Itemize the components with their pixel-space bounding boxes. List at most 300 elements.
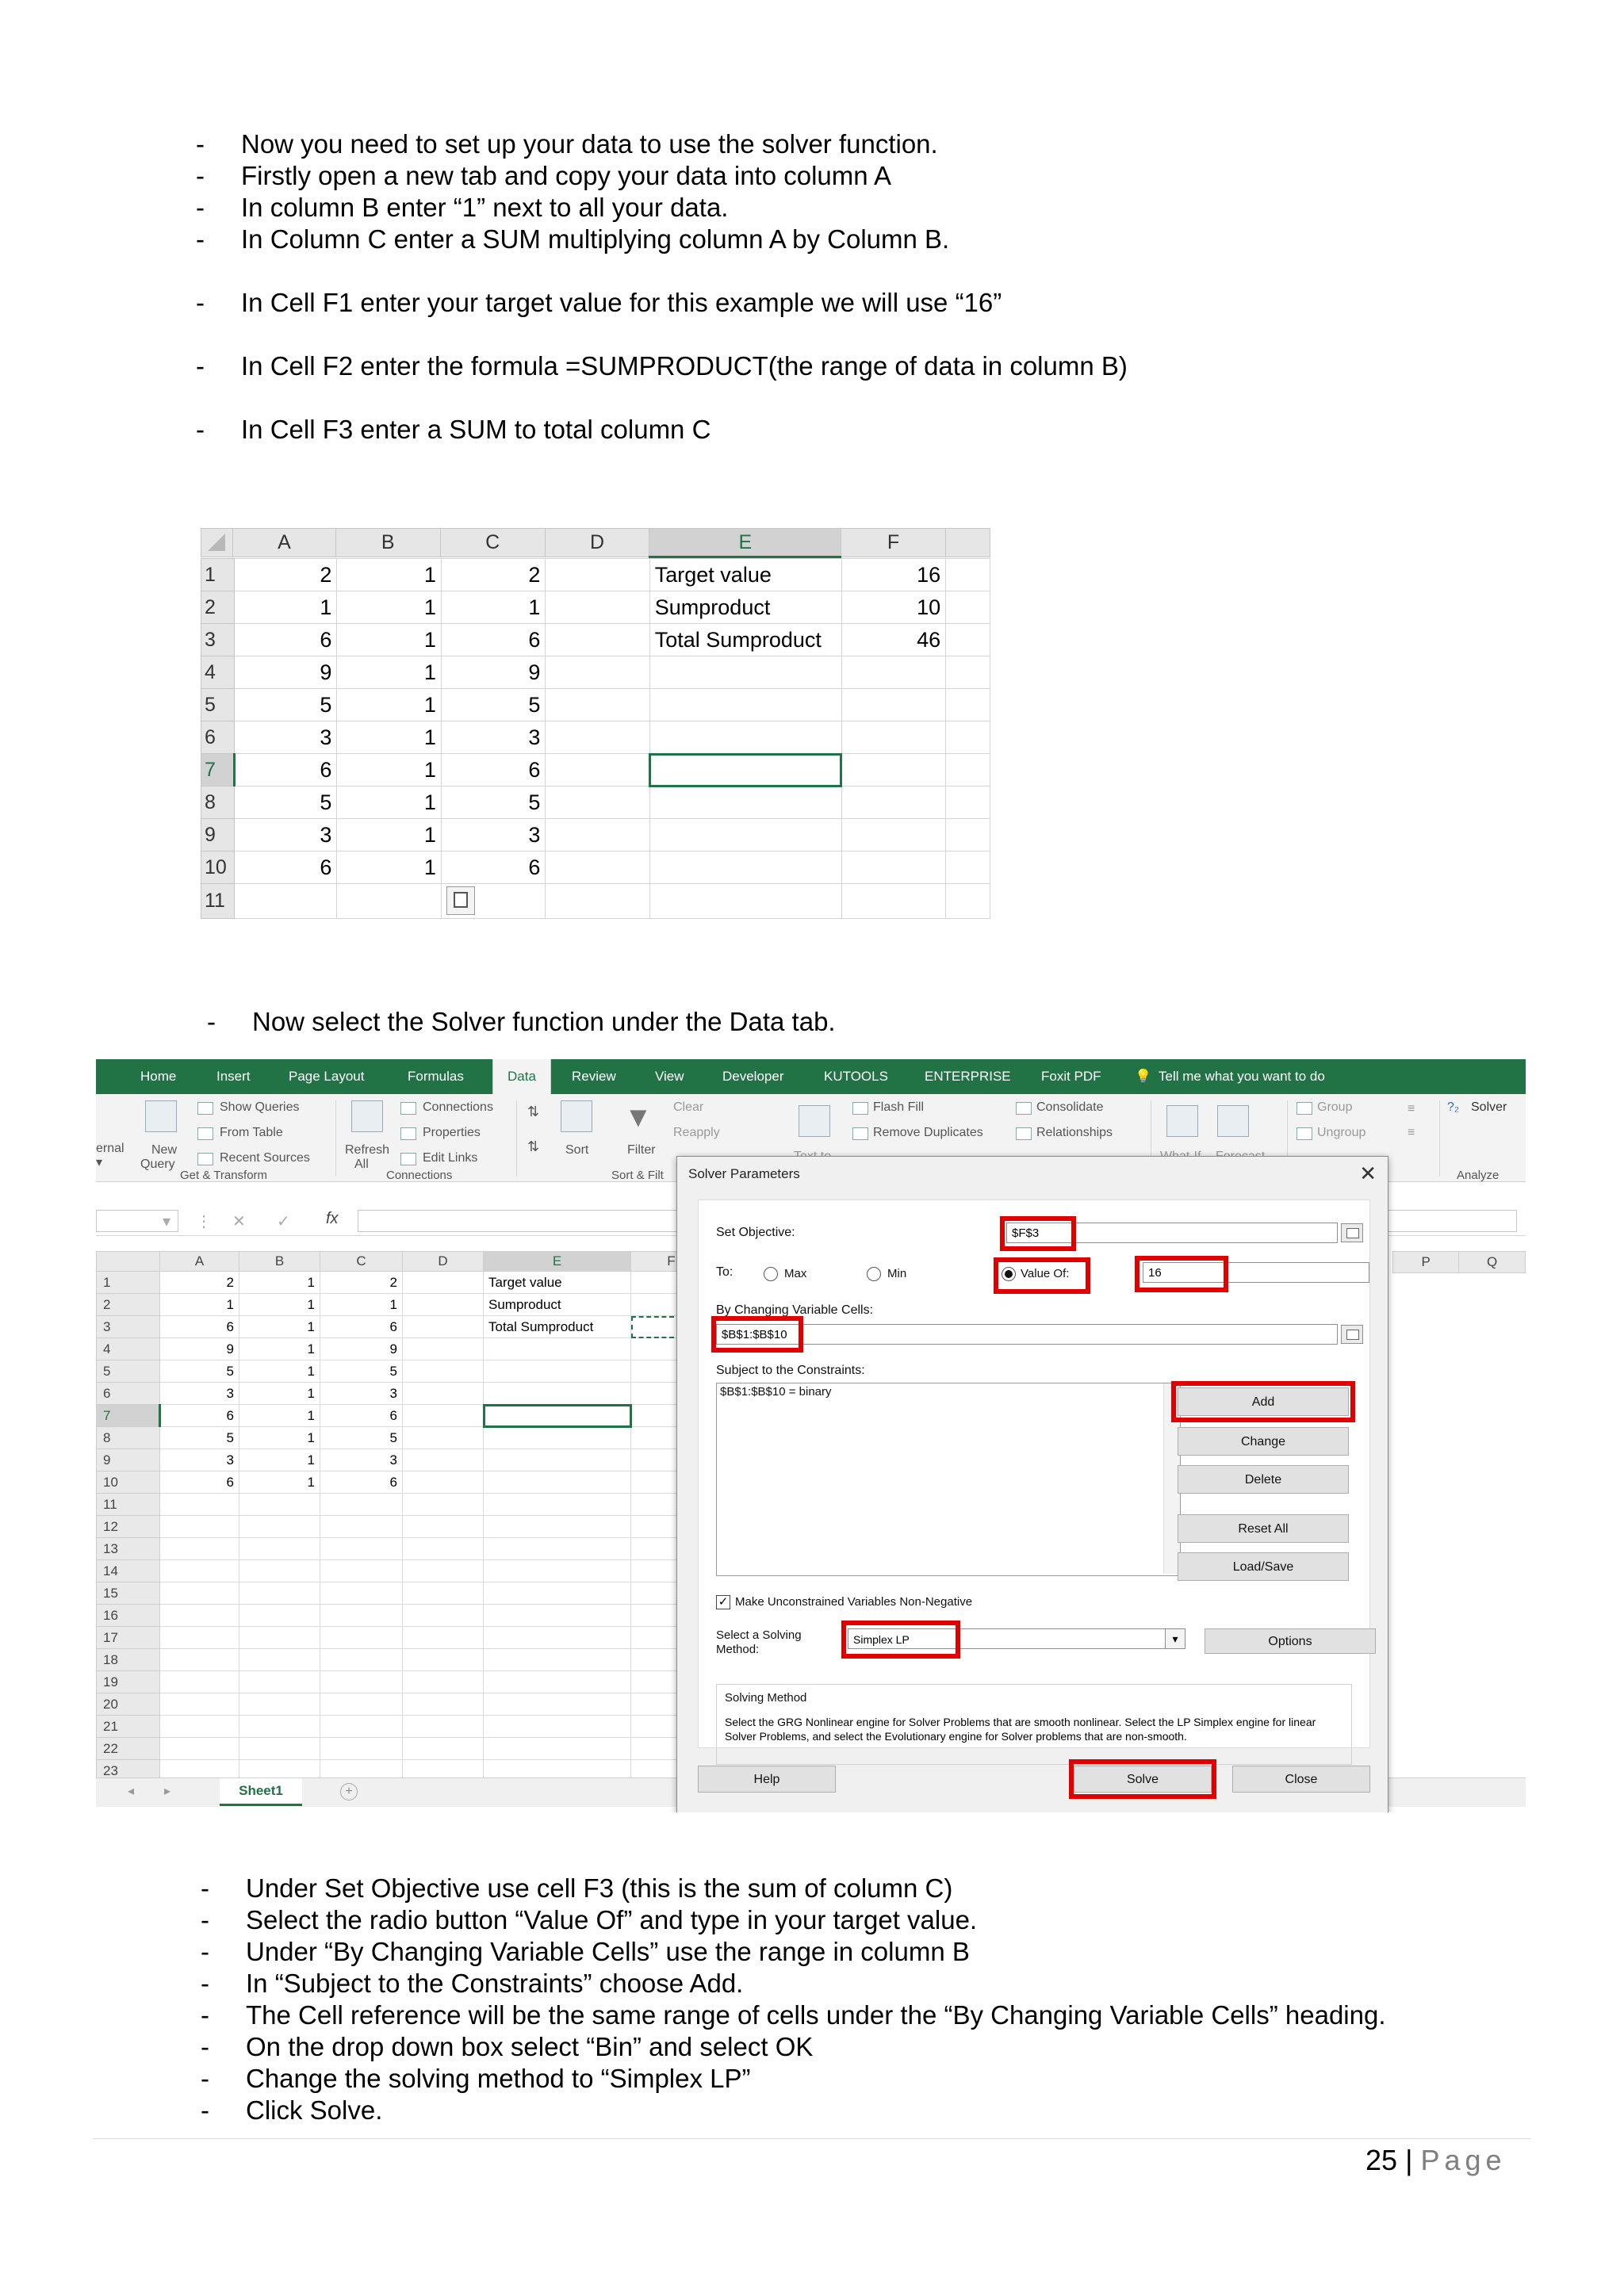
cell[interactable]: 2 (234, 559, 336, 591)
row-header[interactable]: 21 (97, 1716, 160, 1738)
cell[interactable] (160, 1716, 239, 1738)
cell[interactable] (546, 851, 649, 884)
tab-enterprise[interactable]: ENTERPRISE (925, 1069, 1011, 1084)
cell[interactable] (484, 1605, 631, 1627)
column-header[interactable]: C (440, 529, 545, 557)
cell[interactable] (239, 1560, 320, 1582)
cell[interactable] (234, 884, 336, 919)
cell[interactable] (239, 1693, 320, 1716)
cell[interactable] (546, 624, 649, 656)
cell[interactable] (239, 1671, 320, 1693)
cell[interactable]: 6 (320, 1316, 403, 1338)
cell[interactable] (546, 559, 649, 591)
column-header[interactable]: D (545, 529, 649, 557)
cell[interactable] (403, 1360, 484, 1383)
show-detail-icon[interactable]: ≡ (1408, 1102, 1415, 1115)
cell[interactable] (441, 884, 546, 919)
collapse-dialog-icon[interactable] (1341, 1223, 1363, 1242)
cell[interactable] (320, 1605, 403, 1627)
cancel-icon[interactable]: ✕ (232, 1213, 246, 1230)
cell[interactable] (649, 851, 841, 884)
cell[interactable] (484, 1383, 631, 1405)
cell[interactable] (239, 1582, 320, 1605)
paste-options-icon[interactable] (446, 886, 475, 915)
row-header[interactable]: 7 (201, 754, 235, 786)
cell[interactable]: Target value (484, 1272, 631, 1294)
cell[interactable] (160, 1627, 239, 1649)
min-radio[interactable] (867, 1267, 881, 1281)
cell[interactable]: 5 (234, 786, 336, 819)
cell[interactable] (160, 1582, 239, 1605)
cell[interactable] (160, 1671, 239, 1693)
row-header[interactable]: 16 (97, 1605, 160, 1627)
remove-duplicates-button[interactable]: Remove Duplicates (873, 1126, 983, 1139)
show-queries-button[interactable]: Show Queries (220, 1100, 300, 1114)
cell[interactable]: 9 (160, 1338, 239, 1360)
tab-kutools[interactable]: KUTOOLS (824, 1069, 888, 1084)
cell[interactable]: 6 (160, 1316, 239, 1338)
cell[interactable]: Target value (649, 559, 841, 591)
cell[interactable] (841, 721, 946, 754)
cell[interactable] (160, 1738, 239, 1760)
cell[interactable]: 6 (441, 624, 546, 656)
cell[interactable] (403, 1449, 484, 1471)
cell[interactable]: 1 (337, 559, 441, 591)
cell[interactable] (320, 1693, 403, 1716)
cell[interactable] (546, 754, 649, 786)
recent-sources-button[interactable]: Recent Sources (220, 1151, 310, 1165)
cell[interactable] (403, 1427, 484, 1449)
load-save-button[interactable]: Load/Save (1178, 1552, 1349, 1581)
row-header[interactable]: 8 (97, 1427, 160, 1449)
cell[interactable]: 6 (234, 851, 336, 884)
cell[interactable]: 1 (239, 1294, 320, 1316)
cell[interactable] (484, 1693, 631, 1716)
cell[interactable] (160, 1560, 239, 1582)
cell[interactable] (403, 1316, 484, 1338)
options-button[interactable]: Options (1205, 1628, 1376, 1654)
add-button[interactable]: Add (1178, 1387, 1349, 1416)
cell[interactable] (403, 1338, 484, 1360)
solve-button[interactable]: Solve (1074, 1766, 1212, 1793)
cell[interactable] (841, 819, 946, 851)
cell[interactable]: 6 (320, 1471, 403, 1494)
row-header[interactable]: 11 (97, 1494, 160, 1516)
cell[interactable]: 3 (441, 721, 546, 754)
cell[interactable]: 1 (239, 1316, 320, 1338)
cell[interactable]: 9 (441, 656, 546, 689)
cell[interactable] (239, 1516, 320, 1538)
cell[interactable] (320, 1649, 403, 1671)
cell[interactable]: 3 (234, 721, 336, 754)
row-header[interactable]: 22 (97, 1738, 160, 1760)
cell[interactable]: 9 (320, 1338, 403, 1360)
row-header[interactable]: 7 (97, 1405, 160, 1427)
cell[interactable]: 16 (841, 559, 946, 591)
clear-button[interactable]: Clear (673, 1100, 704, 1114)
row-header[interactable]: 12 (97, 1516, 160, 1538)
cell[interactable] (649, 884, 841, 919)
select-all-corner[interactable] (97, 1252, 160, 1272)
cell[interactable] (484, 1471, 631, 1494)
cell[interactable] (649, 754, 841, 786)
column-header[interactable]: Q (1459, 1252, 1526, 1273)
group-button[interactable]: Group (1317, 1100, 1353, 1114)
cell[interactable] (403, 1471, 484, 1494)
cell[interactable]: 1 (160, 1294, 239, 1316)
changing-cells-input[interactable]: $B$1:$B$10 (716, 1324, 1338, 1345)
tab-data[interactable]: Data (492, 1059, 551, 1094)
solving-method-select[interactable]: Simplex LP (848, 1628, 1185, 1649)
cell[interactable]: 6 (234, 754, 336, 786)
solver-button[interactable]: Solver (1471, 1100, 1507, 1114)
help-button[interactable]: Help (698, 1766, 836, 1793)
cell[interactable] (160, 1538, 239, 1560)
column-header[interactable]: B (335, 529, 440, 557)
cell[interactable] (484, 1560, 631, 1582)
cell[interactable] (484, 1671, 631, 1693)
cell[interactable] (160, 1494, 239, 1516)
cell[interactable]: 1 (239, 1471, 320, 1494)
tab-page-layout[interactable]: Page Layout (289, 1069, 365, 1084)
cell[interactable]: 1 (337, 624, 441, 656)
properties-button[interactable]: Properties (423, 1126, 481, 1139)
cell[interactable] (337, 884, 441, 919)
cell[interactable]: 1 (337, 851, 441, 884)
cell[interactable]: 1 (337, 721, 441, 754)
column-header[interactable]: A (160, 1252, 239, 1272)
row-header[interactable]: 3 (201, 624, 235, 656)
solver-parameters-dialog (676, 1156, 1388, 1812)
cell[interactable] (484, 1582, 631, 1605)
chevron-right-icon[interactable]: ▸ (164, 1785, 171, 1798)
cell[interactable]: 3 (234, 819, 336, 851)
cell[interactable] (239, 1494, 320, 1516)
cell[interactable]: 5 (441, 689, 546, 721)
collapse-dialog-icon[interactable] (1341, 1325, 1363, 1344)
row-header[interactable]: 1 (97, 1272, 160, 1294)
cell[interactable] (160, 1605, 239, 1627)
close-button[interactable]: Close (1232, 1766, 1370, 1793)
cell[interactable] (320, 1516, 403, 1538)
row-header[interactable]: 11 (201, 884, 235, 919)
row-header[interactable]: 1 (201, 559, 235, 591)
cell[interactable] (403, 1649, 484, 1671)
tab-insert[interactable]: Insert (216, 1069, 251, 1084)
cell[interactable] (320, 1538, 403, 1560)
row-header[interactable]: 23 (97, 1760, 160, 1782)
cell[interactable]: 6 (320, 1405, 403, 1427)
hide-detail-icon[interactable]: ≡ (1408, 1126, 1415, 1139)
cell[interactable]: 10 (841, 591, 946, 624)
cell[interactable]: 1 (239, 1427, 320, 1449)
cell[interactable] (239, 1716, 320, 1738)
reset-all-button[interactable]: Reset All (1178, 1514, 1349, 1543)
cell[interactable]: 1 (337, 786, 441, 819)
cell[interactable] (403, 1272, 484, 1294)
cell[interactable] (403, 1582, 484, 1605)
external-data-label[interactable]: ernal (96, 1142, 124, 1155)
cell[interactable] (403, 1494, 484, 1516)
cell[interactable] (403, 1693, 484, 1716)
cell[interactable] (484, 1649, 631, 1671)
cell[interactable]: 46 (841, 624, 946, 656)
ungroup-button[interactable]: Ungroup (1317, 1126, 1366, 1139)
cell[interactable] (546, 721, 649, 754)
cell[interactable] (320, 1738, 403, 1760)
cell[interactable]: 5 (234, 689, 336, 721)
cell[interactable]: 5 (160, 1427, 239, 1449)
row-header[interactable]: 19 (97, 1671, 160, 1693)
cell[interactable] (649, 786, 841, 819)
tab-developer[interactable]: Developer (722, 1069, 784, 1084)
filter-button[interactable]: Filter (627, 1143, 656, 1157)
cell[interactable] (841, 884, 946, 919)
from-table-button[interactable]: From Table (220, 1126, 283, 1139)
cell[interactable] (546, 786, 649, 819)
row-header[interactable]: 8 (201, 786, 235, 819)
value-of-input[interactable]: 16 (1143, 1262, 1369, 1283)
cell[interactable] (403, 1538, 484, 1560)
cell[interactable]: 5 (441, 786, 546, 819)
cell[interactable] (484, 1449, 631, 1471)
cell[interactable]: 3 (441, 819, 546, 851)
row-header[interactable]: 9 (201, 819, 235, 851)
tab-formulas[interactable]: Formulas (408, 1069, 464, 1084)
cell[interactable] (239, 1738, 320, 1760)
cell[interactable] (649, 819, 841, 851)
row-header[interactable]: 9 (97, 1449, 160, 1471)
new-query-button[interactable]: New (151, 1143, 178, 1157)
cell[interactable] (403, 1738, 484, 1760)
constraint-item[interactable]: $B$1:$B$10 = binary (720, 1385, 832, 1399)
cell[interactable] (160, 1693, 239, 1716)
tab-foxit-pdf[interactable]: Foxit PDF (1041, 1069, 1101, 1084)
cell[interactable] (320, 1716, 403, 1738)
column-header[interactable]: C (320, 1252, 403, 1272)
cell[interactable]: Total Sumproduct (484, 1316, 631, 1338)
cell[interactable]: 1 (320, 1294, 403, 1316)
cell[interactable] (649, 689, 841, 721)
relationships-button[interactable]: Relationships (1036, 1126, 1113, 1139)
row-header[interactable]: 13 (97, 1538, 160, 1560)
cell[interactable] (484, 1427, 631, 1449)
cell[interactable] (484, 1494, 631, 1516)
cell[interactable]: 2 (320, 1272, 403, 1294)
cell[interactable] (546, 591, 649, 624)
row-header[interactable]: 10 (97, 1471, 160, 1494)
cell[interactable] (403, 1605, 484, 1627)
chevron-left-icon[interactable]: ◂ (128, 1785, 135, 1798)
close-icon[interactable]: ✕ (1359, 1161, 1377, 1185)
cell[interactable] (484, 1360, 631, 1383)
cell[interactable] (239, 1605, 320, 1627)
row-header[interactable]: 10 (201, 851, 235, 884)
column-header[interactable]: A (232, 529, 335, 557)
cell[interactable] (160, 1516, 239, 1538)
cell[interactable]: Total Sumproduct (649, 624, 841, 656)
cell[interactable] (841, 656, 946, 689)
column-header[interactable]: F (841, 529, 946, 557)
flash-fill-button[interactable]: Flash Fill (873, 1100, 925, 1114)
consolidate-button[interactable]: Consolidate (1036, 1100, 1104, 1114)
cell[interactable] (239, 1538, 320, 1560)
row-header[interactable]: 2 (97, 1294, 160, 1316)
refresh-all-button[interactable]: Refresh (345, 1143, 390, 1157)
sheet-tab-sheet1[interactable]: Sheet1 (220, 1778, 302, 1806)
cell[interactable] (484, 1738, 631, 1760)
cell[interactable]: 1 (239, 1338, 320, 1360)
sort-az-icon[interactable]: ⇅ (527, 1104, 540, 1119)
cell[interactable]: 6 (160, 1471, 239, 1494)
cell[interactable]: 1 (239, 1360, 320, 1383)
cell[interactable]: 1 (239, 1449, 320, 1471)
cell[interactable] (546, 656, 649, 689)
cell[interactable] (649, 721, 841, 754)
select-all-corner[interactable] (201, 529, 233, 557)
column-header[interactable]: E (649, 529, 841, 557)
row-header[interactable]: 4 (201, 656, 235, 689)
row-header[interactable]: 4 (97, 1338, 160, 1360)
row-header[interactable]: 6 (201, 721, 235, 754)
cell[interactable] (841, 689, 946, 721)
cell[interactable] (546, 884, 649, 919)
row-header[interactable]: 15 (97, 1582, 160, 1605)
cell[interactable]: 6 (234, 624, 336, 656)
cell[interactable]: 1 (239, 1383, 320, 1405)
cell[interactable] (403, 1516, 484, 1538)
cell[interactable]: 1 (337, 689, 441, 721)
cell[interactable] (320, 1494, 403, 1516)
cell[interactable]: Sumproduct (649, 591, 841, 624)
cell[interactable] (403, 1671, 484, 1693)
row-header[interactable]: 20 (97, 1693, 160, 1716)
cell[interactable]: Sumproduct (484, 1294, 631, 1316)
cell[interactable] (841, 786, 946, 819)
constraints-list[interactable] (716, 1383, 1181, 1576)
cell[interactable] (484, 1516, 631, 1538)
chevron-down-icon[interactable]: ▾ (163, 1213, 171, 1230)
tell-me-search[interactable]: Tell me what you want to do (1159, 1069, 1325, 1084)
cell[interactable]: 3 (160, 1449, 239, 1471)
cell[interactable]: 1 (337, 754, 441, 786)
cell[interactable]: 5 (160, 1360, 239, 1383)
cell[interactable] (403, 1627, 484, 1649)
cell[interactable] (403, 1716, 484, 1738)
max-radio[interactable] (764, 1267, 778, 1281)
tab-review[interactable]: Review (572, 1069, 616, 1084)
reapply-button[interactable]: Reapply (673, 1126, 720, 1139)
cell[interactable] (484, 1538, 631, 1560)
cell[interactable]: 3 (320, 1449, 403, 1471)
sort-za-icon[interactable]: ⇅ (527, 1138, 540, 1154)
group-divider (1439, 1100, 1440, 1177)
cell[interactable]: 1 (337, 819, 441, 851)
cell[interactable]: 2 (441, 559, 546, 591)
cell[interactable]: 9 (234, 656, 336, 689)
highlight-box (1171, 1381, 1355, 1422)
sort-button[interactable]: Sort (565, 1143, 589, 1157)
add-sheet-icon[interactable]: + (340, 1783, 358, 1800)
row-header[interactable]: 18 (97, 1649, 160, 1671)
cell[interactable]: 6 (441, 851, 546, 884)
cell[interactable]: 1 (239, 1405, 320, 1427)
table-row (97, 1338, 712, 1360)
chevron-down-icon[interactable]: ▾ (1165, 1629, 1185, 1648)
cell[interactable] (403, 1405, 484, 1427)
cell (946, 884, 990, 919)
cell[interactable] (546, 689, 649, 721)
cell[interactable] (320, 1627, 403, 1649)
cell[interactable] (403, 1294, 484, 1316)
cell[interactable] (841, 851, 946, 884)
row-header[interactable]: 2 (201, 591, 235, 624)
edit-links-button[interactable]: Edit Links (423, 1151, 478, 1165)
cell[interactable] (649, 656, 841, 689)
cell[interactable] (239, 1627, 320, 1649)
tab-home[interactable]: Home (140, 1069, 177, 1084)
cell[interactable] (320, 1582, 403, 1605)
column-header[interactable]: P (1393, 1252, 1459, 1273)
row-header[interactable]: 17 (97, 1627, 160, 1649)
nonneg-checkbox[interactable]: ✓ (716, 1595, 730, 1609)
column-header-row (1393, 1252, 1526, 1273)
cell[interactable] (546, 819, 649, 851)
insert-function-icon[interactable]: fx (326, 1210, 339, 1227)
column-header[interactable]: D (403, 1252, 484, 1272)
cell[interactable] (160, 1649, 239, 1671)
cell[interactable]: 1 (234, 591, 336, 624)
cell[interactable]: 1 (239, 1272, 320, 1294)
cell[interactable]: 2 (160, 1272, 239, 1294)
row-header[interactable]: 5 (201, 689, 235, 721)
tab-view[interactable]: View (655, 1069, 684, 1084)
cell[interactable] (403, 1560, 484, 1582)
cell[interactable]: 3 (160, 1383, 239, 1405)
cell[interactable] (320, 1560, 403, 1582)
change-button[interactable]: Change (1178, 1427, 1349, 1456)
enter-icon[interactable]: ✓ (277, 1213, 290, 1230)
cell[interactable]: 5 (320, 1360, 403, 1383)
cell[interactable] (484, 1716, 631, 1738)
cell[interactable] (484, 1338, 631, 1360)
cell[interactable]: 5 (320, 1427, 403, 1449)
table-row (97, 1405, 712, 1427)
row-header[interactable]: 5 (97, 1360, 160, 1383)
row-header[interactable]: 3 (97, 1316, 160, 1338)
row-header[interactable]: 6 (97, 1383, 160, 1405)
cell[interactable] (239, 1649, 320, 1671)
column-header[interactable]: E (484, 1252, 631, 1272)
delete-button[interactable]: Delete (1178, 1465, 1349, 1494)
cell[interactable] (484, 1405, 631, 1427)
connections-button[interactable]: Connections (423, 1100, 493, 1114)
cell[interactable]: 1 (441, 591, 546, 624)
set-objective-input[interactable]: $F$3 (1006, 1223, 1338, 1243)
cell[interactable]: 3 (320, 1383, 403, 1405)
column-header[interactable]: F (631, 1252, 712, 1272)
cell[interactable] (320, 1671, 403, 1693)
cell[interactable]: 6 (441, 754, 546, 786)
row-header[interactable]: 14 (97, 1560, 160, 1582)
cell[interactable]: 6 (160, 1405, 239, 1427)
cell[interactable] (403, 1383, 484, 1405)
cell[interactable]: 1 (337, 591, 441, 624)
column-header[interactable]: B (239, 1252, 320, 1272)
cell[interactable] (484, 1627, 631, 1649)
cell[interactable]: 1 (337, 656, 441, 689)
cell[interactable] (841, 754, 946, 786)
